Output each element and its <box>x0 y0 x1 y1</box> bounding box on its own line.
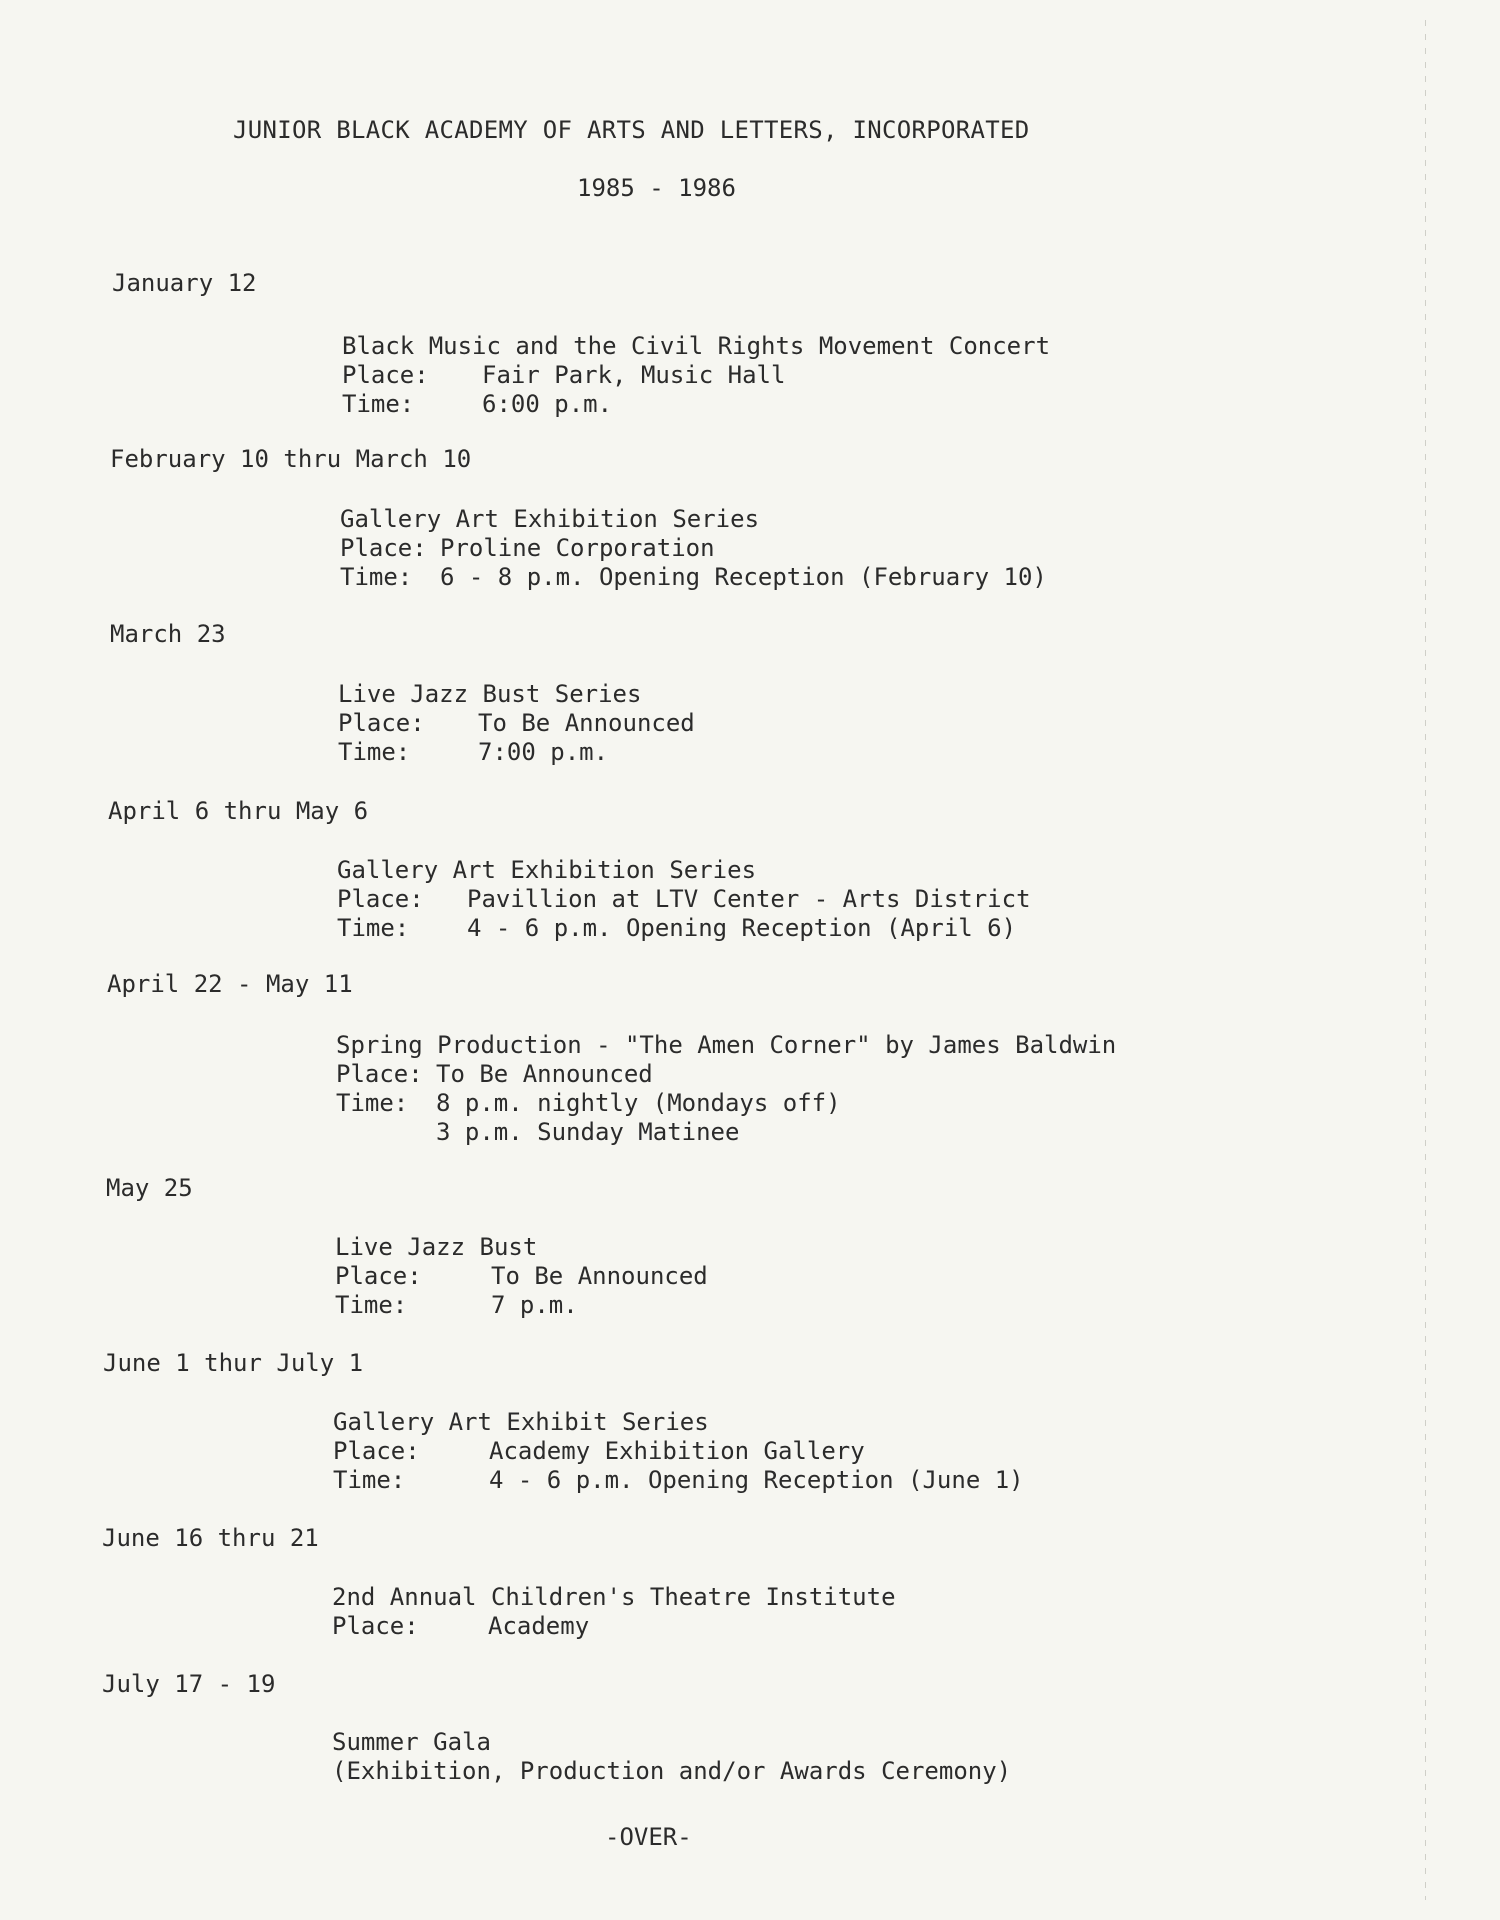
event-date: May 25 <box>106 1174 193 1202</box>
organization-title: JUNIOR BLACK ACADEMY OF ARTS AND LETTERS, INCORPORATED <box>233 116 1030 144</box>
event-title: 2nd Annual Children's Theatre Institute <box>332 1583 896 1611</box>
event-place: Pavillion at LTV Center - Arts District <box>467 885 1031 913</box>
event-details <box>338 680 695 767</box>
event-title: Live Jazz Bust <box>335 1233 538 1261</box>
place-label: Place: <box>340 534 427 562</box>
event-date: January 12 <box>112 269 257 297</box>
place-label: Place: <box>337 885 424 913</box>
time-label: Time: <box>337 914 410 942</box>
event-date: June 1 thur July 1 <box>103 1349 364 1377</box>
place-label: Place: <box>333 1437 420 1465</box>
event-time: 8 p.m. nightly (Mondays off) <box>436 1089 841 1117</box>
event-title: Gallery Art Exhibition Series <box>337 856 757 884</box>
time-label: Time: <box>338 738 411 766</box>
time-label: Time: <box>335 1291 408 1319</box>
event-title: Live Jazz Bust Series <box>338 680 642 708</box>
event-details <box>340 505 1047 592</box>
event-details <box>342 332 1050 419</box>
page-edge-perforation <box>1425 20 1426 1900</box>
event-time: 4 - 6 p.m. Opening Reception (June 1) <box>489 1466 1024 1494</box>
event-date: March 23 <box>110 620 226 648</box>
place-label: Place: <box>338 709 425 737</box>
place-label: Place: <box>335 1262 422 1290</box>
place-label: Place: <box>336 1060 423 1088</box>
event-details <box>332 1728 1011 1786</box>
event-date: April 22 - May 11 <box>107 970 353 998</box>
event-time: 7 p.m. <box>491 1291 578 1319</box>
event-place: Academy Exhibition Gallery <box>489 1437 865 1465</box>
event-time: 6:00 p.m. <box>482 390 613 418</box>
time-label: Time: <box>336 1089 409 1117</box>
event-date: June 16 thru 21 <box>102 1524 319 1552</box>
event-time: 4 - 6 p.m. Opening Reception (April 6) <box>467 914 1017 942</box>
event-title: Black Music and the Civil Rights Movement Concert <box>342 332 1051 360</box>
event-details <box>336 1031 1116 1147</box>
event-details <box>333 1408 1024 1495</box>
over-note: -OVER- <box>605 1823 692 1851</box>
event-title: Spring Production - "The Amen Corner" by James Baldwin <box>336 1031 1117 1059</box>
event-place: Fair Park, Music Hall <box>482 361 786 389</box>
event-date: February 10 thru March 10 <box>110 445 472 473</box>
event-date: July 17 - 19 <box>102 1670 276 1698</box>
event-title: Gallery Art Exhibition Series <box>340 505 760 533</box>
event-details <box>332 1583 896 1641</box>
time-label: Time: <box>342 390 415 418</box>
place-label: Place: <box>342 361 429 389</box>
event-time: 6 - 8 p.m. Opening Reception (February 10) <box>440 563 1047 591</box>
event-place: Academy <box>488 1612 590 1640</box>
event-subtitle: (Exhibition, Production and/or Awards Ceremony) <box>332 1757 1012 1785</box>
time-label: Time: <box>333 1466 406 1494</box>
place-label: Place: <box>332 1612 419 1640</box>
event-title: Gallery Art Exhibit Series <box>333 1408 709 1436</box>
season-years: 1985 - 1986 <box>577 174 736 202</box>
event-details <box>335 1233 708 1320</box>
event-title: Summer Gala <box>332 1728 491 1756</box>
event-time: 7:00 p.m. <box>478 738 609 766</box>
event-time-secondary: 3 p.m. Sunday Matinee <box>436 1118 740 1146</box>
event-details <box>337 856 1031 943</box>
event-place: Proline Corporation <box>440 534 715 562</box>
event-place: To Be Announced <box>436 1060 653 1088</box>
event-place: To Be Announced <box>478 709 695 737</box>
event-date: April 6 thru May 6 <box>108 797 369 825</box>
time-label: Time: <box>340 563 413 591</box>
event-place: To Be Announced <box>491 1262 708 1290</box>
